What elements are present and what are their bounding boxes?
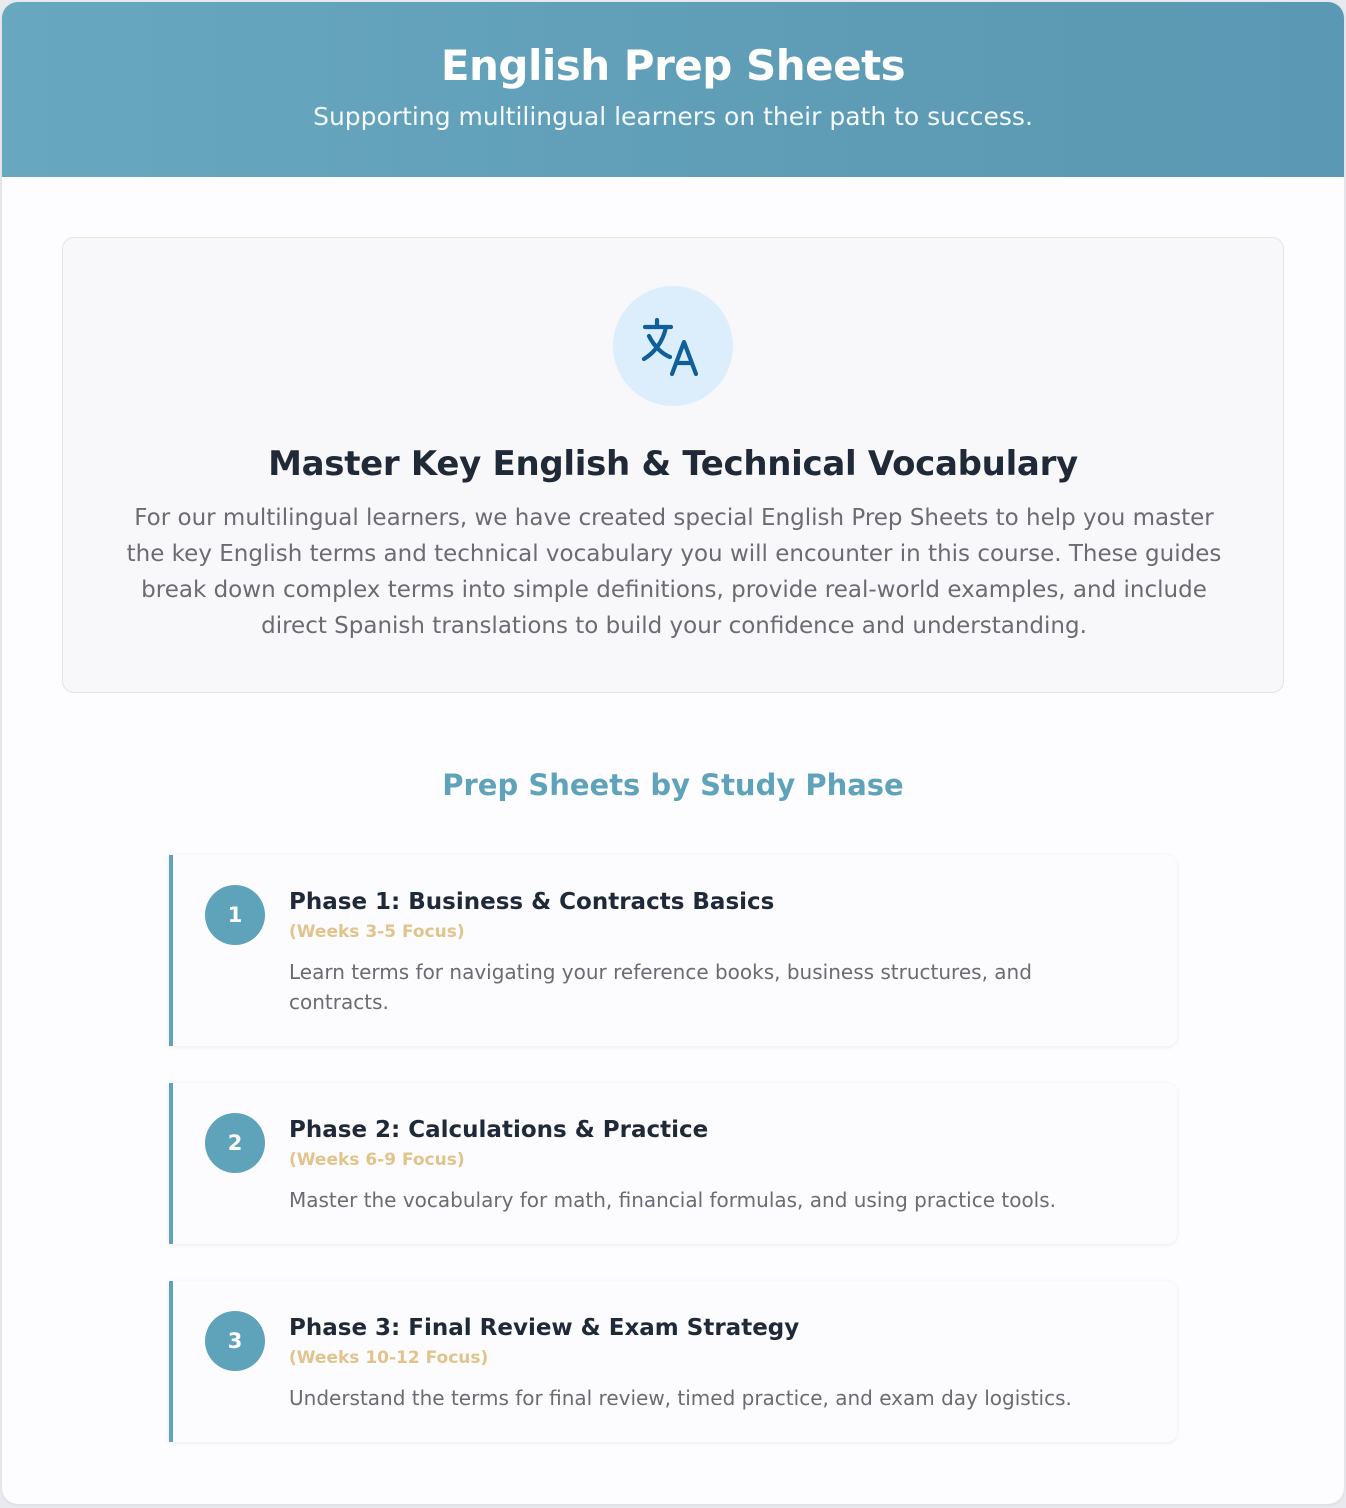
page — [2, 2, 1344, 1504]
translate-icon — [639, 312, 707, 380]
phase-focus: (Weeks 10-12 Focus) — [289, 1348, 489, 1368]
intro-title: Master Key English & Technical Vocabulary — [268, 444, 1078, 484]
phase-title: Phase 3: Final Review & Exam Strategy — [289, 1315, 800, 1341]
phase-focus: (Weeks 3-5 Focus) — [289, 922, 465, 942]
page-title: English Prep Sheets — [440, 41, 906, 90]
page-subtitle: Supporting multilingual learners on their path to success. — [313, 102, 1033, 131]
phase-description: Learn terms for navigating your reference books, business structures, and contracts. — [289, 960, 1032, 1014]
phase-card-3[interactable] — [169, 1281, 1177, 1442]
phase-title: Phase 2: Calculations & Practice — [289, 1117, 709, 1143]
phase-title: Phase 1: Business & Contracts Basics — [289, 889, 775, 915]
phase-focus: (Weeks 6-9 Focus) — [289, 1150, 465, 1170]
phase-card-2[interactable] — [169, 1083, 1177, 1244]
phase-description: Understand the terms for final review, timed practice, and exam day logistics. — [289, 1386, 1072, 1410]
phase-number-badge: 1 — [205, 885, 265, 945]
phase-description: Master the vocabulary for math, financial formulas, and using practice tools. — [289, 1188, 1057, 1212]
phase-number-badge: 2 — [205, 1113, 265, 1173]
language-badge — [613, 286, 733, 406]
intro-card — [62, 237, 1284, 693]
section-title: Prep Sheets by Study Phase — [442, 768, 904, 802]
page-header — [2, 2, 1344, 177]
phase-card-1[interactable] — [169, 855, 1177, 1046]
intro-description: For our multilingual learners, we have created special English Prep Sheets to help you master the key English terms and technical vocabulary you will encounter in this course. These guides break down complex terms into simple definitions, provide real-world examples, and include direct Spanish translations to build your confidence and understanding. — [126, 505, 1222, 639]
phase-number-badge: 3 — [205, 1311, 265, 1371]
